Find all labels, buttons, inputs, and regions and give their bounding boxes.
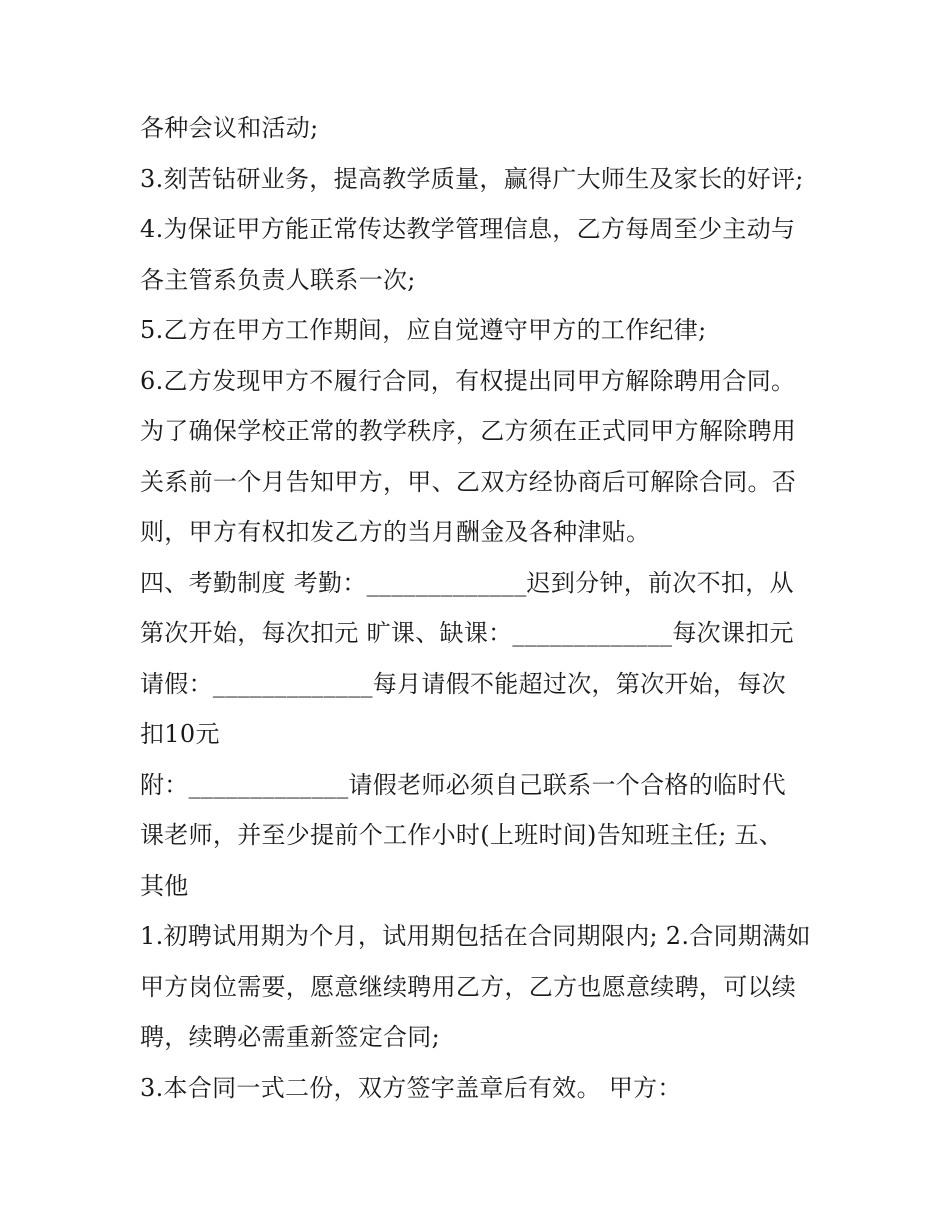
text-line: 3.刻苦钻研业务，提高教学质量，赢得广大师生及家长的好评; — [140, 164, 804, 193]
text-line: 附：_____________请假老师必须自己联系一个合格的临时代 — [140, 770, 786, 799]
contract-body-text — [140, 103, 830, 1113]
attendance-section-line: 四、考勤制度 考勤：_____________迟到分钟，前次不扣，从 — [140, 568, 794, 597]
text-line: 各主管系负责人联系一次; — [140, 265, 416, 294]
text-line: 请假：_____________每月请假不能超过次，第次开始，每次 — [140, 669, 786, 698]
text-line: 1.初聘试用期为个月，试用期包括在合同期限内; 2.合同期满如 — [140, 922, 811, 950]
text-line: 5.乙方在甲方工作期间，应自觉遵守甲方的工作纪律; — [140, 316, 707, 344]
text-line: 聘，续聘必需重新签定合同; — [140, 1023, 440, 1051]
other-section-line: 其他 — [140, 871, 189, 900]
text-line: 课老师，并至少提前个工作小时(上班时间)告知班主任; 五、 — [140, 821, 784, 849]
signature-line: 3.本合同一式二份，双方签字盖章后有效。 甲方： — [140, 1073, 682, 1102]
text-line: 甲方岗位需要，愿意继续聘用乙方，乙方也愿意续聘，可以续 — [140, 972, 797, 1001]
text-line: 为了确保学校正常的教学秩序，乙方须在正式同甲方解除聘用 — [140, 417, 797, 445]
text-line: 4.为保证甲方能正常传达教学管理信息，乙方每周至少主动与 — [140, 215, 796, 243]
text-line: 则，甲方有权扣发乙方的当月酬金及各种津贴。 — [140, 518, 651, 546]
text-line: 扣10元 — [140, 720, 220, 748]
text-line: 关系前一个月告知甲方，甲、乙双方经协商后可解除合同。否 — [140, 467, 797, 496]
text-line: 6.乙方发现甲方不履行合同，有权提出同甲方解除聘用合同。 — [140, 366, 796, 395]
text-line: 第次开始，每次扣元 旷课、缺课：_____________每次课扣元 — [140, 619, 794, 647]
text-line: 各种会议和活动; — [140, 114, 319, 142]
